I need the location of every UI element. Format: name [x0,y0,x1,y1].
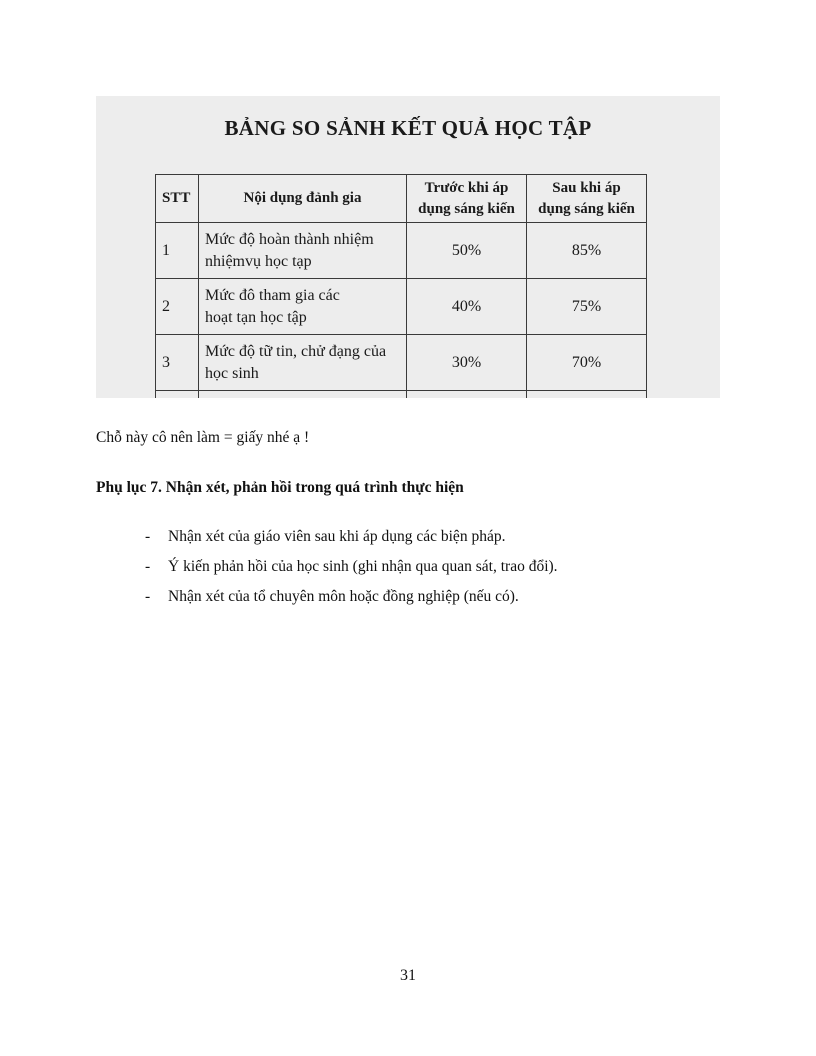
cell-before: 30% [407,335,527,391]
feedback-list [145,527,558,617]
comparison-table-image [96,96,720,398]
table-row [156,279,647,335]
cell-after: 70% [527,335,647,391]
table-row [156,223,647,279]
header-before: Trước khi áp dụng sáng kiến [407,175,527,223]
comparison-table [155,174,647,398]
cell-before: 40% [407,279,527,335]
appendix-heading: Phụ lục 7. Nhận xét, phản hồi trong quá trình thực hiện [96,479,464,496]
cell-content: Mức đô tham gia các hoạt tạn học tập [199,279,407,335]
table-header-row [156,175,647,223]
cell-content: Mức độ tữ tin, chử đạng của học sinh [199,335,407,391]
page-number: 31 [400,967,416,984]
cell-stt: 2 [156,279,199,335]
bullet-dash: - [145,588,151,605]
header-after: Sau khi áp dụng sáng kiến [527,175,647,223]
list-item: - Ý kiến phản hồi của học sinh (ghi nhận qua quan sát, trao đổi). [145,558,558,575]
header-stt: STT [156,175,199,223]
table-row-cropped [156,391,647,399]
cell-content: Mức độ hoàn thành nhiệm nhiệmvụ học tạp [199,223,407,279]
cell-stt: 3 [156,335,199,391]
list-item: - Nhận xét của giáo viên sau khi áp dụng các biện pháp. [145,528,506,545]
cell-before: 50% [407,223,527,279]
list-item: - Nhận xét của tổ chuyên môn hoặc đồng nghiệp (nếu có). [145,588,519,605]
cell-after: 85% [527,223,647,279]
cell-stt: 1 [156,223,199,279]
header-content: Nội dụng đảnh gia [199,175,407,223]
table-row [156,335,647,391]
table-title: BẢNG SO SẢNH KẾT QUẢ HỌC TẬP [224,116,592,140]
cell-after: 75% [527,279,647,335]
bullet-dash: - [145,528,151,545]
handwritten-note: Chỗ này cô nên làm = giấy nhé ạ ! [96,429,310,446]
bullet-dash: - [145,558,151,575]
